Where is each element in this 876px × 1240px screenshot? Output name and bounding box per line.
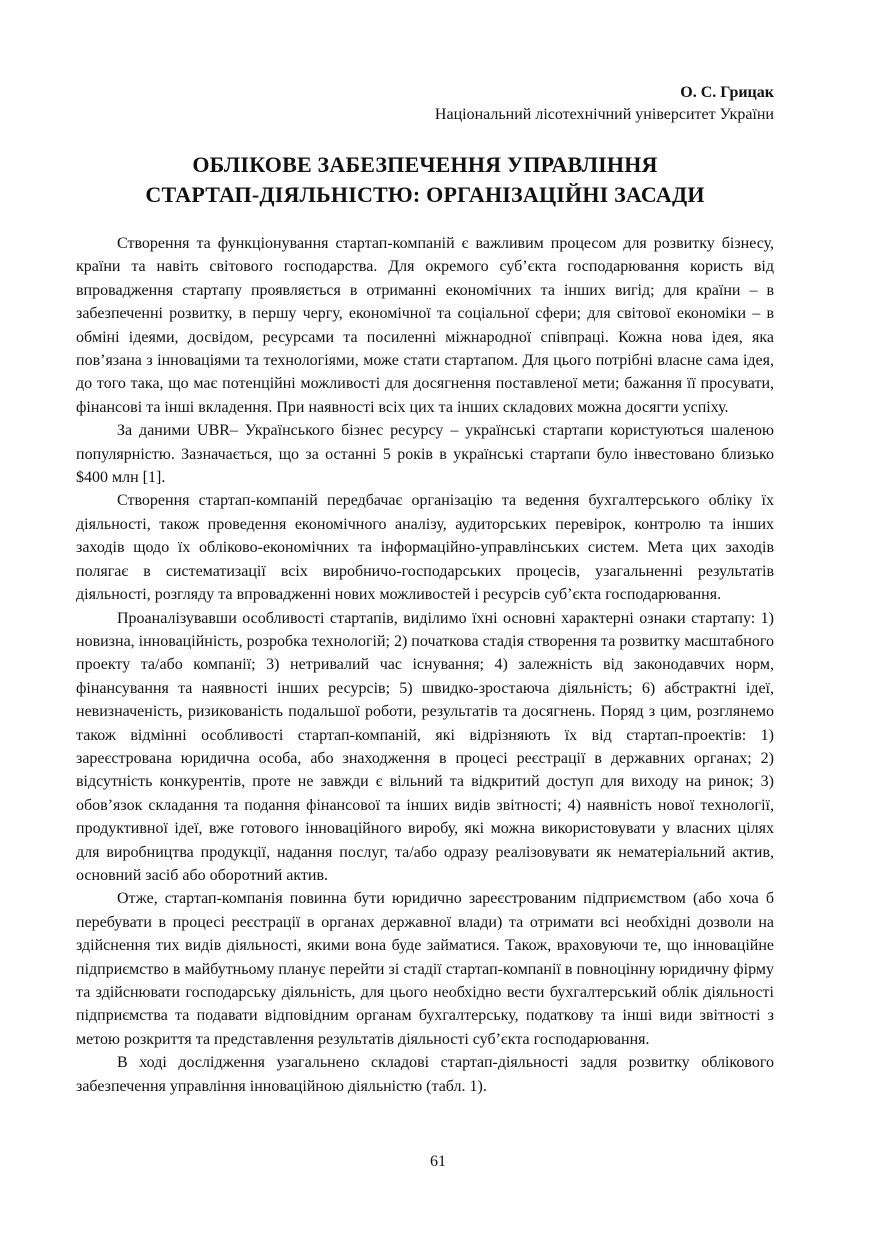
paper-title <box>76 150 774 210</box>
body-paragraph-4: Проаналізувавши особливості стартапів, виділимо їхні основні характерні ознаки стартапу: 1) новизна, інноваційність, розробка технологій; 2) початкова стадія створення та розвитку масштабного проекту та/або компанії; 3) нетривалий час існування; 4) залежність від законодавчих норм, фінансування та наявності інших ресурсів; 5) швидко-зростаюча діяльність; 6) абстрактні ідеї, невизначеність, ризикованість подальшої роботи, результатів та досягнень. Поряд з цим, розглянемо також відмінні особливості стартап-компаній, які відрізняють їх від стартап-проектів: 1) зареєстрована юридична особа, або знаходження в процесі реєстрації в державних органах; 2) відсутність конкурентів, проте не завжди є вільний та відкритий доступ для виходу на ринок; 3) обов’язок складання та подання фінансової та інших видів звітності; 4) наявність нової технології, продуктивної ідеї, вже готового інноваційного виробу, які можна використовувати у власних цілях для виробництва продукції, надання послуг, та/або одразу реалізовувати як нематеріальний актив, основний засіб або оборотний актив. <box>76 609 775 884</box>
author-affiliation: Національний лісотехнічний університет України <box>434 106 774 123</box>
paper-body <box>76 232 774 1098</box>
page-number: 61 <box>430 1153 446 1170</box>
body-paragraph-2: За даними UBR– Українського бізнес ресурсу – українські стартапи користуються шаленою популярністю. Зазначається, що за останні 5 років в українські стартапи було інвестовано близько $400 млн [1]. <box>76 422 774 487</box>
body-paragraph-3: Створення стартап-компаній передбачає організацію та ведення бухгалтерського обліку їх діяльності, також проведення економічного аналізу, аудиторських перевірок, контролю та інших заходів щодо їх обліково-економічних та інформаційно-управлінських систем. Мета цих заходів полягає в систематизації всіх виробничо-господарських процесів, узагальненні результатів діяльності, розгляду та впровадженні нових можливостей і ресурсів суб’єкта господарювання. <box>76 492 774 604</box>
paper-title-line-1: ОБЛІКОВЕ ЗАБЕЗПЕЧЕННЯ УПРАВЛІННЯ <box>192 152 658 177</box>
author-name: О. С. Грицак <box>680 84 774 101</box>
body-paragraph-5: Отже, стартап-компанія повинна бути юридично зареєстрованим підприємством (або хоча б перебувати в процесі реєстрації в органах державної влади) та отримати всі необхідні дозволи на здійснення тих видів діяльності, якими вона буде займатися. Також, враховуючи те, що інноваційне підприємство в майбутньому планує перейти зі стадії стартап-компанії в повноцінну юридичну фірму та здійснювати господарську діяльність, для цього необхідно вести бухгалтерський облік діяльності підприємства та подавати відповідним органам бухгалтерську, податкову та інші види звітності з метою розкриття та представлення результатів діяльності суб’єкта господарювання. <box>76 890 774 1048</box>
paper-title-line-2: СТАРТАП-ДІЯЛЬНІСТЮ: ОРГАНІЗАЦІЙНІ ЗАСАДИ <box>145 182 705 207</box>
body-paragraph-6: В ході дослідження узагальнено складові стартап-діяльності задля розвитку облікового забезпечення управління інноваційною діяльністю (табл. 1). <box>76 1054 774 1095</box>
body-paragraph-1: Створення та функціонування стартап-компаній є важливим процесом для розвитку бізнесу, країни та навіть світового господарства. Для окремого суб’єкта господарювання користь від впровадження стартапу проявляється в отриманні економічних та інших вигід; для країни – в забезпеченні розвитку, в першу чергу, економічної та соціальної сфери; для світової економіки – в обміні ідеями, досвідом, ресурсами та посиленні міжнародної співпраці. Кожна нова ідея, яка пов’язана з інноваціями та технологіями, може стати стартапом. Для цього потрібні власне сама ідея, до того така, що має потенційні можливості для досягнення поставленої мети; бажання її просувати, фінансові та інші вкладення. При наявності всіх цих та інших складових можна досягти успіху. <box>76 235 774 416</box>
